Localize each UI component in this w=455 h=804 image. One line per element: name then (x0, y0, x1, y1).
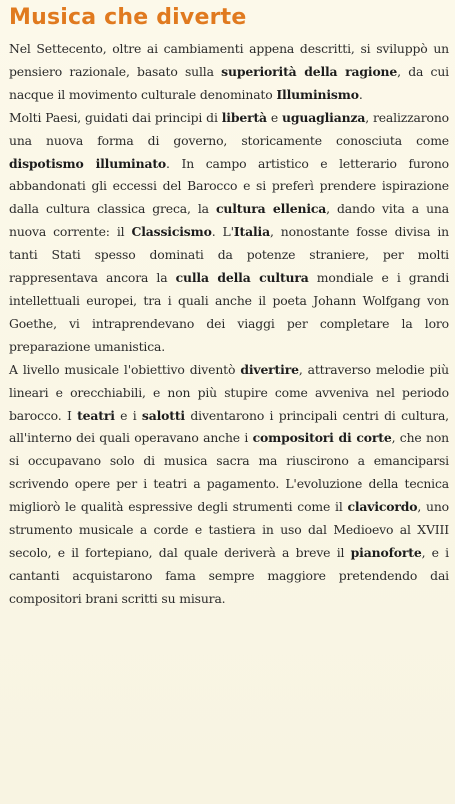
text-run: . L' (211, 224, 234, 240)
text-run: , da cui nacque il movimento culturale denominato (9, 63, 449, 102)
text-run: , e i cantanti acquistarono fama sempre maggiore pretendendo dai compositori brani scritti su misura. (9, 544, 449, 606)
bold-term: Italia (233, 224, 270, 240)
text-run: e i (114, 407, 142, 423)
text-run: . (358, 86, 363, 102)
text-run: , attraverso melodie più lineari e orecchiabili, e non più stupire come avveniva nel periodo barocco. I (9, 361, 449, 423)
bold-term: dispotismo illuminato (9, 155, 167, 171)
bold-term: divertire (240, 361, 299, 377)
text-run: e (266, 109, 282, 125)
paragraph-illuminismo (9, 38, 449, 107)
text-run: , nonostante fosse divisa in tanti Stati spesso dominati da potenze straniere, per molti rappresentava ancora la (9, 224, 449, 286)
bold-term: superiorità della ragione (221, 63, 398, 79)
paragraph-classicismo (9, 107, 449, 359)
bold-term: Classicismo (131, 224, 212, 240)
text-run: , che non si occupavano solo di musica sacra ma riuscirono a emanciparsi scrivendo opere per i teatri a pagamento. L'evoluzione della tecnica migliorò le qualità espressive degli strumenti come il (9, 430, 449, 515)
bold-term: salotti (141, 407, 185, 423)
bold-term: clavicordo (347, 499, 418, 515)
text-run: , dando vita a una nuova corrente: il (9, 201, 449, 240)
bold-term: Illuminismo (276, 86, 359, 102)
bold-term: teatri (77, 407, 115, 423)
text-run: , realizzarono una nuova forma di governo, storicamente conosciuta come (9, 109, 449, 148)
bold-term: uguaglianza (281, 109, 366, 125)
paragraph-musica (9, 359, 449, 611)
body-text (9, 38, 449, 611)
bold-term: pianoforte (350, 544, 422, 560)
bold-term: cultura ellenica (215, 201, 327, 217)
section-title: Musica che diverte (9, 5, 247, 30)
text-run: . In campo artistico e letterario furono abbandonati gli eccessi del Barocco e si preferì prendere ispirazione dalla cultura classica greca, la (9, 155, 449, 217)
text-run: , uno strumento musicale a corde e tastiera in uso dal Medioevo al XVIII secolo, e il fortepiano, dal quale deriverà a breve il (9, 499, 449, 560)
text-run: Nel Settecento, oltre ai cambiamenti appena descritti, si sviluppò un pensiero razionale, basato sulla (9, 41, 449, 79)
text-run: mondiale e i grandi intellettuali europei, tra i quali anche il poeta Johann Wolfgang von Goethe, vi intraprendevano dei viaggi per completare la loro preparazione umanistica. (9, 270, 450, 354)
text-run: Molti Paesi, guidati dai principi di (9, 109, 222, 125)
text-run: A livello musicale l'obiettivo diventò (9, 361, 241, 377)
bold-term: libertà (221, 109, 267, 125)
text-run: diventarono i principali centri di cultura, all'interno dei quali operavano anche i (9, 407, 449, 446)
bold-term: compositori di corte (252, 430, 392, 446)
bold-term: culla della cultura (175, 270, 309, 286)
